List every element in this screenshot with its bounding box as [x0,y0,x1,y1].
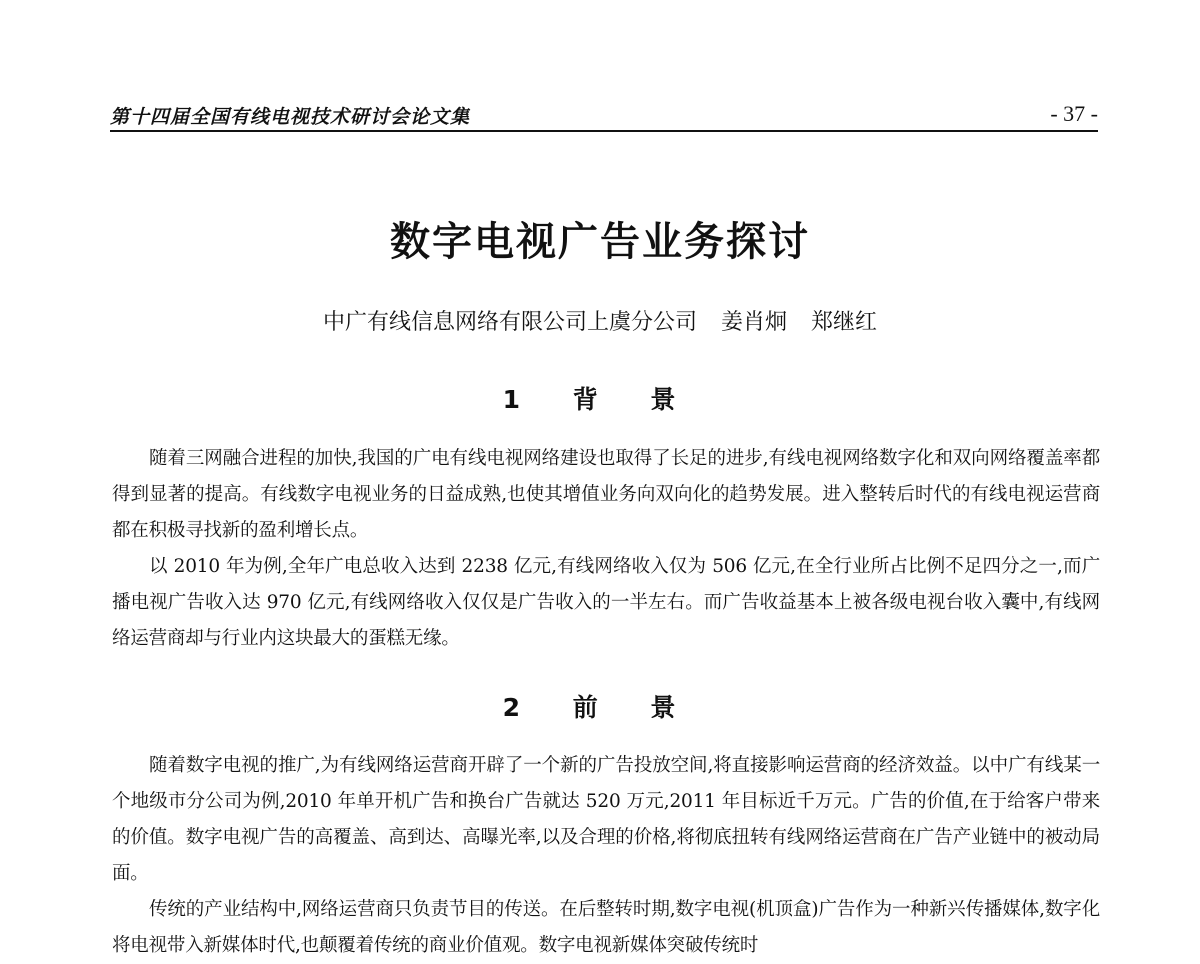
byline [0,305,1200,336]
paragraph: 随着数字电视的推广,为有线网络运营商开辟了一个新的广告投放空间,将直接影响运营商的经济效益。以中广有线某一个地级市分公司为例,2010 年单开机广告和换台广告就达 520 万元,2011 年目标近千万元。广告的价值,在于给客户带来的价值。数字电视广告的高覆盖、高到达、高曝光率,以及合理的价格,将彻底扭转有线网络运营商在广告产业链中的被动局面。 [112,755,1100,884]
journal-title: 第十四届全国有线电视技术研讨会论文集 [110,106,471,128]
paragraph: 随着三网融合进程的加快,我国的广电有线电视网络建设也取得了长足的进步,有线电视网络数字化和双向网络覆盖率都得到显著的提高。有线数字电视业务的日益成熟,也使其增值业务向双向化的趋势发展。进入整转后时代的有线电视运营商都在积极寻找新的盈利增长点。 [112,448,1100,541]
affiliation: 中广有线信息网络有限公司上虞分公司 [322,310,697,335]
article-title: 数字电视广告业务探讨 [390,219,810,265]
author-name: 郑继红 [811,310,878,335]
section-heading: 2 前 景 [502,693,698,722]
author-name: 姜肖炯 [720,310,787,335]
running-header [110,100,1098,132]
paragraph: 以 2010 年为例,全年广电总收入达到 2238 亿元,有线网络收入仅为 506 亿元,在全行业所占比例不足四分之一,而广播电视广告收入达 970 亿元,有线网络收入仅仅是广告收入的一半左右。而广告收益基本上被各级电视台收入囊中,有线网络运营商却与行业内这块最大的蛋糕无缘。 [112,556,1100,649]
page-number: - 37 - [1050,101,1098,126]
section-heading: 1 背 景 [502,385,698,414]
paragraph: 传统的产业结构中,网络运营商只负责节目的传送。在后整转时期,数字电视(机顶盒)广告作为一种新兴传播媒体,数字化将电视带入新媒体时代,也颠覆着传统的商业价值观。数字电视新媒体突破传统时 [112,899,1100,956]
